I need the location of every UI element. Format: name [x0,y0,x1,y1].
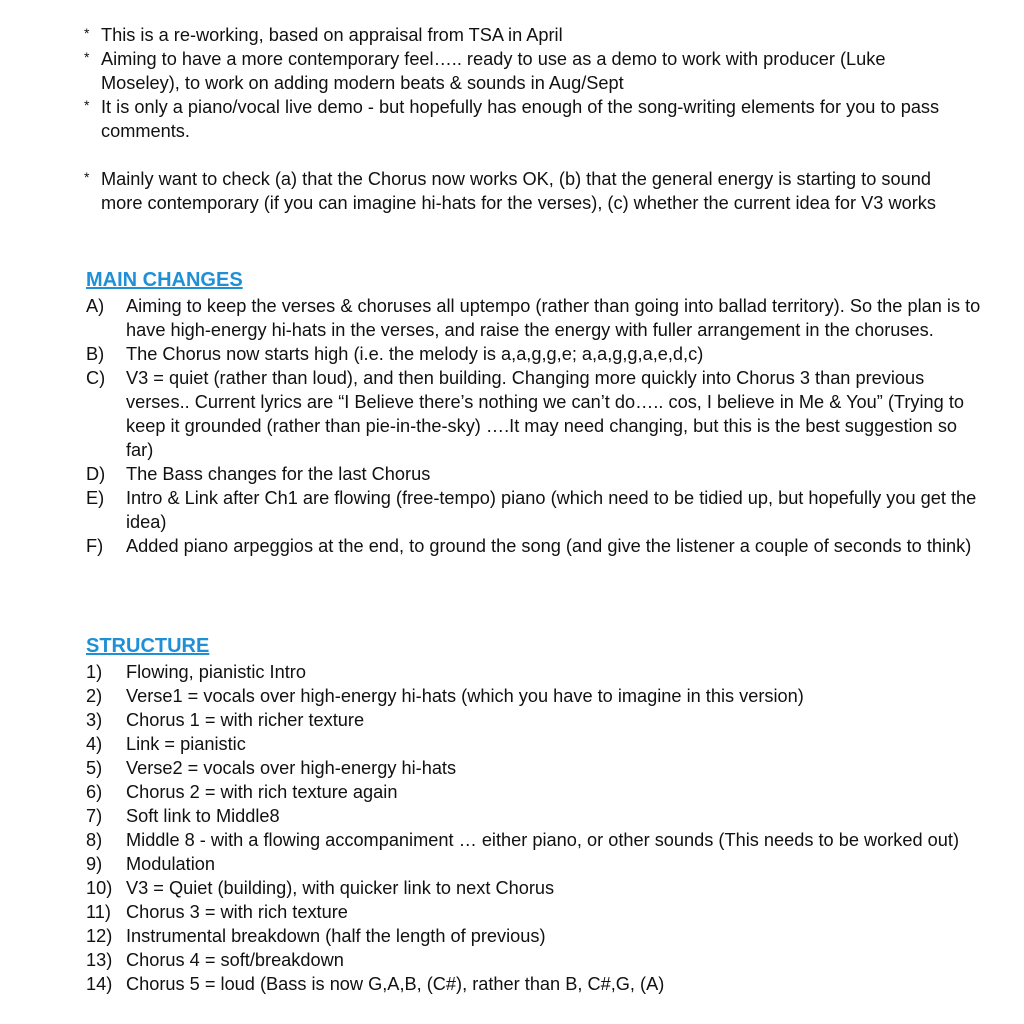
list-item [86,780,986,804]
item-text: Soft link to Middle8 [126,806,280,826]
list-item [86,462,986,486]
bullet-star: * [84,97,90,113]
list-item [86,948,986,972]
list-item [86,804,986,828]
bullet-text: Mainly want to check (a) that the Chorus now works OK, (b) that the general energy is starting to sound more contemporary (if you can imagine hi-hats for the verses), (c) whether the current idea for V3 works [101,169,936,213]
item-marker: F) [86,536,104,556]
item-text: Added piano arpeggios at the end, to ground the song (and give the listener a couple of seconds to think) [126,536,972,556]
item-text: The Bass changes for the last Chorus [126,464,431,484]
item-text: Chorus 5 = loud (Bass is now G,A,B, (C#), rather than B, C#,G, (A) [126,974,665,994]
intro-bullet [84,23,984,47]
item-marker: B) [86,344,105,364]
item-marker: C) [86,368,106,388]
list-item [86,660,986,684]
item-marker: 2) [86,686,103,706]
list-item [86,534,986,558]
item-text: Middle 8 - with a flowing accompaniment … either piano, or other sounds (This needs to be worked out) [126,830,960,850]
item-text: V3 = quiet (rather than loud), and then building. Changing more quickly into Chorus 3 than previous verses.. Current lyrics are “I Believe there’s nothing we can’t do….. cos, I believe in Me & You” (Trying to keep it grounded (rather than pie-in-the-sky) ….It may need changing, but this is the best suggestion so far) [126,368,965,460]
list-item [86,294,986,342]
item-text: Chorus 2 = with rich texture again [126,782,398,802]
item-text: Chorus 3 = with rich texture [126,902,348,922]
item-marker: 4) [86,734,103,754]
bullet-star: * [84,169,90,185]
item-text: Chorus 4 = soft/breakdown [126,950,344,970]
list-item [86,684,986,708]
item-marker: 10) [86,878,113,898]
bullet-text: It is only a piano/vocal live demo - but hopefully has enough of the song-writing elements for you to pass comments. [101,97,940,141]
item-text: Instrumental breakdown (half the length of previous) [126,926,546,946]
item-marker: 3) [86,710,103,730]
item-marker: E) [86,488,105,508]
intro-bullet [84,167,984,215]
list-item [86,708,986,732]
item-text: Modulation [126,854,215,874]
item-text: The Chorus now starts high (i.e. the melody is a,a,g,g,e; a,a,g,g,a,e,d,c) [126,344,704,364]
list-item [86,972,986,996]
intro-bullets [84,23,984,215]
item-marker: 11) [86,902,111,922]
item-marker: 1) [86,662,103,682]
list-item [86,756,986,780]
item-text: Aiming to keep the verses & choruses all uptempo (rather than going into ballad territory). So the plan is to have high-energy hi-hats in the verses, and raise the energy with fuller arrangement in the choruses. [126,296,981,340]
item-marker: 7) [86,806,103,826]
item-marker: 8) [86,830,103,850]
intro-bullet [84,47,984,95]
item-text: Verse1 = vocals over high-energy hi-hats (which you have to imagine in this version) [126,686,804,706]
list-item [86,828,986,852]
item-marker: 9) [86,854,103,874]
list-item [86,732,986,756]
item-text: V3 = Quiet (building), with quicker link to next Chorus [126,878,555,898]
bullet-star: * [84,49,90,65]
list-item [86,852,986,876]
bullet-text: Aiming to have a more contemporary feel….. ready to use as a demo to work with producer (Luke Moseley), to work on adding modern beats & sounds in Aug/Sept [101,49,886,93]
list-item [86,366,986,462]
structure-heading: STRUCTURE [86,635,210,657]
item-text: Chorus 1 = with richer texture [126,710,365,730]
item-marker: 6) [86,782,103,802]
list-item [86,342,986,366]
item-marker: D) [86,464,106,484]
item-marker: 12) [86,926,113,946]
list-item [86,924,986,948]
bullet-text: This is a re-working, based on appraisal from TSA in April [101,25,563,45]
item-marker: 14) [86,974,113,994]
bullet-star: * [84,25,90,41]
item-text: Intro & Link after Ch1 are flowing (free-tempo) piano (which need to be tidied up, but hopefully you get the idea) [126,488,977,532]
item-marker: 13) [86,950,113,970]
list-item [86,876,986,900]
item-text: Verse2 = vocals over high-energy hi-hats [126,758,457,778]
item-text: Flowing, pianistic Intro [126,662,306,682]
list-item [86,900,986,924]
structure-list [86,660,986,996]
list-item [86,486,986,534]
item-marker: 5) [86,758,103,778]
intro-bullet [84,95,984,143]
item-marker: A) [86,296,105,316]
main-changes-list [86,294,986,558]
main-changes-heading: MAIN CHANGES [86,269,243,291]
item-text: Link = pianistic [126,734,246,754]
